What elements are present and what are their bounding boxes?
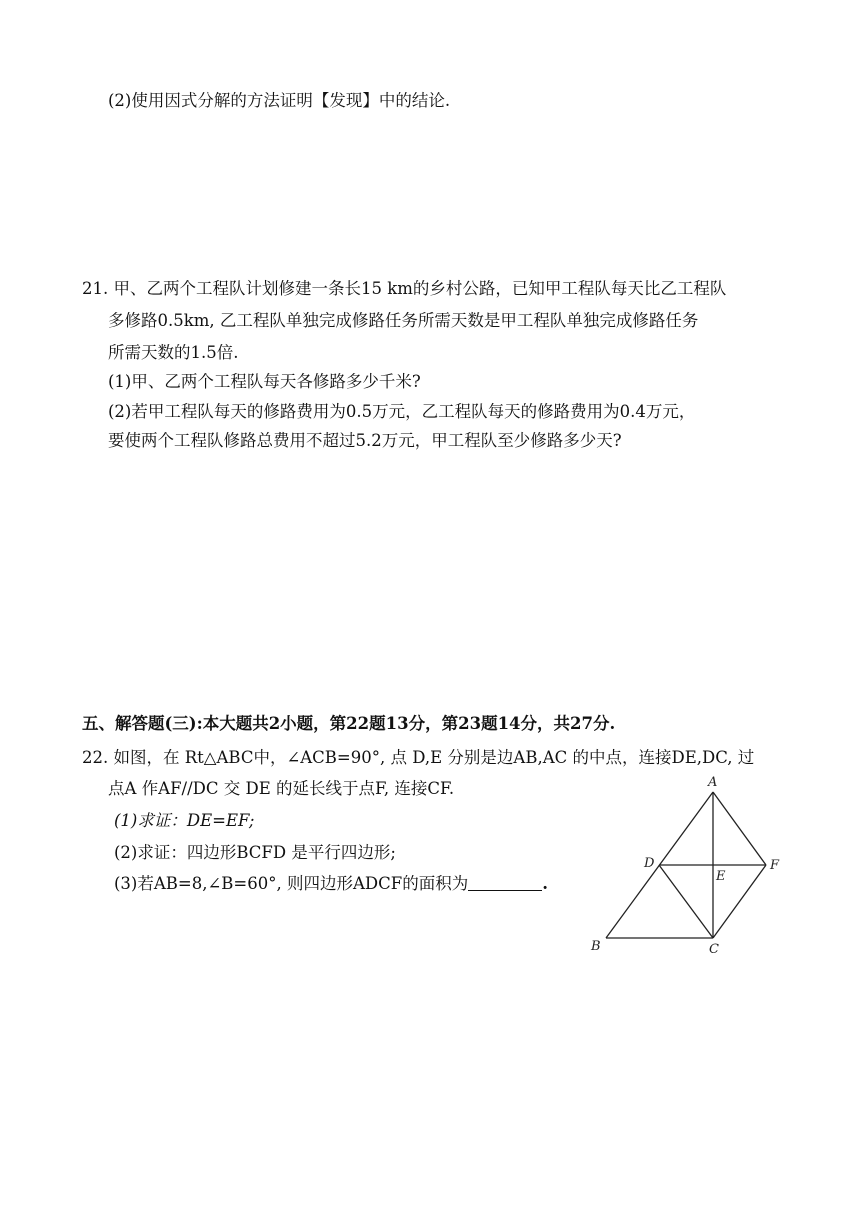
problem22-part1: (1)求证：DE=EF; xyxy=(114,811,255,830)
problem22-line1: 22. 如图，在 Rt△ABC中，∠ACB=90°, 点 D,E 分别是边AB,AC 的中点，连接DE,DC, 过 xyxy=(82,748,755,767)
problem21-part2-line2: 要使两个工程队修路总费用不超过5.2万元，甲工程队至少修路多少天? xyxy=(108,431,622,450)
geometry-figure xyxy=(580,772,790,962)
problem21-line3: 所需天数的1.5倍. xyxy=(108,343,239,362)
problem22-part3 xyxy=(114,873,548,895)
answer-blank xyxy=(468,874,542,891)
label-a: A xyxy=(708,775,718,790)
problem22-part3-text: (3)若AB=8,∠B=60°, 则四边形ADCF的面积为 xyxy=(114,874,469,893)
segment-af xyxy=(713,792,766,865)
problem22-part3-end: . xyxy=(542,874,548,893)
problem21-line2: 多修路0.5km, 乙工程队单独完成修路任务所需天数是甲工程队单独完成修路任务 xyxy=(108,311,699,330)
label-d: D xyxy=(644,856,655,871)
problem21-line1: 21. 甲、乙两个工程队计划修建一条长15 km的乡村公路，已知甲工程队每天比乙工程队 xyxy=(82,279,727,298)
label-b: B xyxy=(591,939,601,954)
segment-dc xyxy=(659,865,713,938)
label-e: E xyxy=(716,869,726,884)
problem21-part1: (1)甲、乙两个工程队每天各修路多少千米? xyxy=(108,372,421,391)
label-f: F xyxy=(770,858,780,873)
problem21-part2-line1: (2)若甲工程队每天的修路费用为0.5万元，乙工程队每天的修路费用为0.4万元， xyxy=(108,402,696,421)
section5-heading: 五、解答题(三):本大题共2小题，第22题13分，第23题14分，共27分. xyxy=(82,714,616,733)
problem20-part2: (2)使用因式分解的方法证明【发现】中的结论. xyxy=(108,91,451,110)
problem22-part2: (2)求证：四边形BCFD 是平行四边形; xyxy=(114,843,396,862)
label-c: C xyxy=(709,942,719,957)
problem22-line2: 点A 作AF//DC 交 DE 的延长线于点F, 连接CF. xyxy=(108,779,455,798)
